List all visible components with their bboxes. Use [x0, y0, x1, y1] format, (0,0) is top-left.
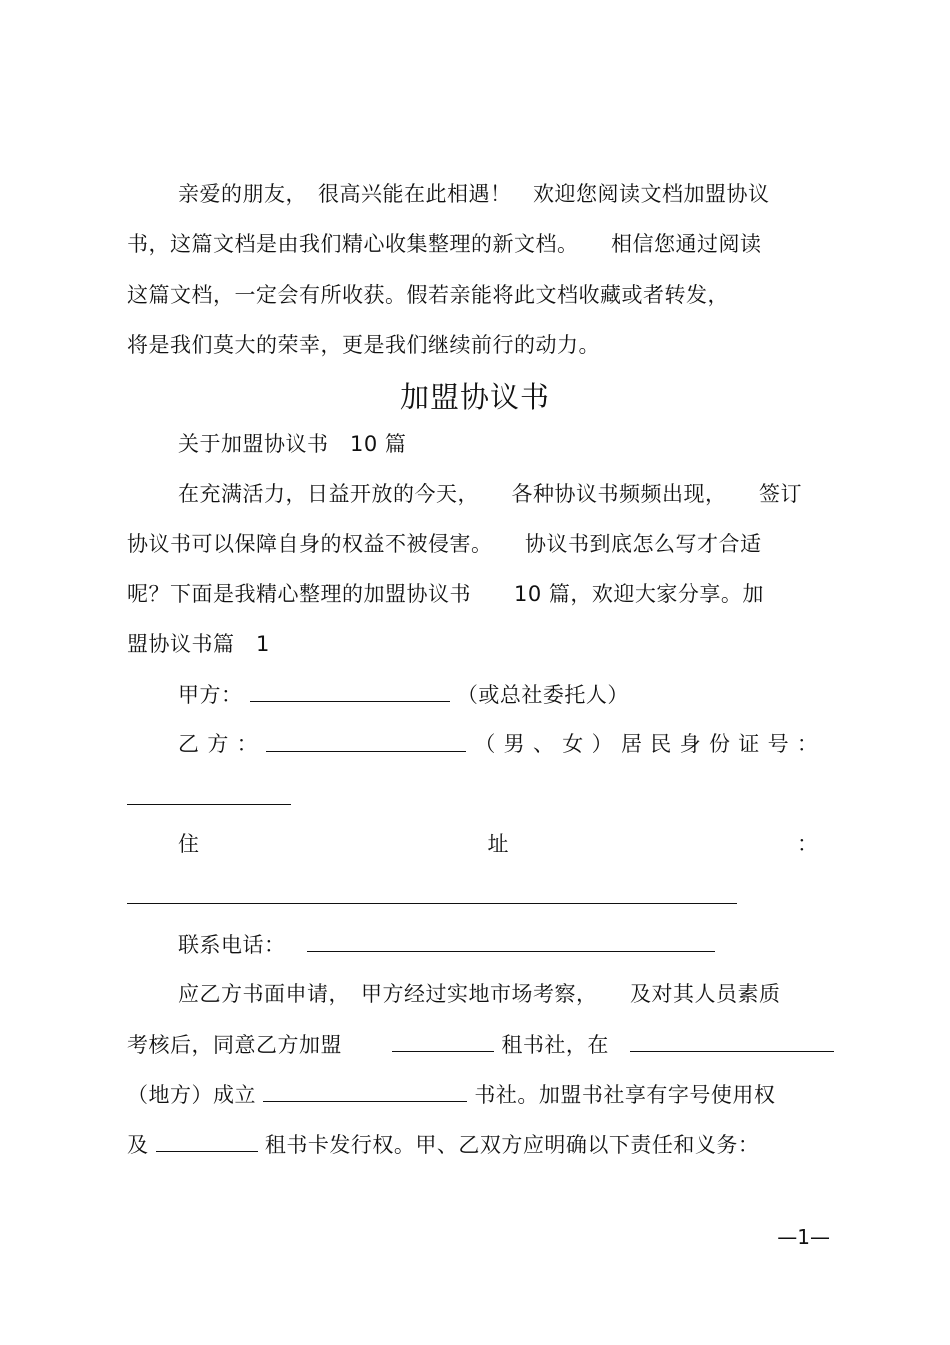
party-b-char: 证 [738, 732, 760, 756]
party-b-char: 居 [620, 732, 642, 756]
party-b-char: 身 [679, 732, 701, 756]
address-line [178, 831, 818, 857]
para1-line-4: 盟协议书篇 1 [127, 632, 270, 656]
party-a-blank[interactable] [250, 681, 450, 702]
party-b-char: 乙 [178, 732, 199, 756]
shop-name-blank[interactable] [392, 1031, 494, 1052]
card-blank[interactable] [156, 1131, 258, 1152]
para2-line-2-a: 考核后，同意乙方加盟 [127, 1033, 385, 1057]
party-b-char: 女 [562, 732, 584, 756]
intro-line-4: 将是我们莫大的荣幸，更是我们继续前行的动力。 [127, 333, 600, 357]
phone-label: 联系电话： [178, 933, 286, 957]
para2-line-1: 应乙方书面申请， 甲方经过实地市场考察， 及对其人员素质 [178, 982, 781, 1006]
party-b-blank[interactable] [266, 731, 466, 752]
party-b-char: ） [591, 732, 613, 756]
para1-line-3: 呢？下面是我精心整理的加盟协议书 10 篇，欢迎大家分享。加 [127, 582, 764, 606]
para2-line-3-a: （地方）成立 [127, 1083, 256, 1107]
party-b-char: 份 [708, 732, 730, 756]
phone-blank[interactable] [307, 931, 715, 952]
para2-line-4-a: 及 [127, 1133, 149, 1157]
party-b-char: ： [236, 732, 258, 756]
document-title: 加盟协议书 [399, 380, 550, 414]
document-subtitle: 关于加盟协议书 10 篇 [178, 432, 407, 456]
para2-line-3 [127, 1081, 775, 1108]
bookshop-blank[interactable] [263, 1081, 467, 1102]
party-b-char: ： [796, 732, 818, 756]
address-blank[interactable] [127, 903, 737, 904]
para2-line-4 [127, 1131, 759, 1158]
intro-line-2: 书，这篇文档是由我们精心收集整理的新文档。 相信您通过阅读 [127, 232, 762, 256]
address-colon: ： [797, 832, 818, 856]
intro-line-3: 这篇文档，一定会有所收获。假若亲能将此文档收藏或者转发， [127, 283, 729, 307]
party-b-char: 方 [207, 732, 229, 756]
para2-line-2-b: 租书社，在 [501, 1033, 609, 1057]
para1-line-2: 协议书可以保障自身的权益不被侵害。 协议书到底怎么写才合适 [127, 532, 762, 556]
party-b-char: （ [474, 732, 496, 756]
para2-line-3-b: 书社。加盟书社享有字号使用权 [474, 1083, 776, 1107]
para2-line-4-b: 租书卡发行权。甲、乙双方应明确以下责任和义务： [264, 1133, 760, 1157]
party-b-line [178, 731, 818, 757]
party-b-char: 、 [532, 732, 554, 756]
address-char-1: 住 [178, 832, 199, 856]
id-number-blank[interactable] [127, 804, 291, 805]
address-char-2: 址 [487, 832, 509, 856]
intro-line-1: 亲爱的朋友， 很高兴能在此相遇！ 欢迎您阅读文档加盟协议 [178, 182, 770, 206]
party-b-char: 号 [767, 732, 789, 756]
party-a-label: 甲方： [178, 683, 243, 707]
party-a-note: （或总社委托人） [456, 683, 629, 707]
para1-line-1: 在充满活力，日益开放的今天， 各种协议书频频出现， 签订 [178, 482, 802, 506]
location-blank[interactable] [630, 1031, 834, 1052]
page-number: —1— [777, 1225, 830, 1249]
party-a-line [178, 681, 629, 708]
party-b-char: 民 [650, 732, 672, 756]
para2-line-2 [127, 1031, 834, 1058]
party-b-char: 男 [503, 732, 525, 756]
phone-line [178, 931, 715, 958]
